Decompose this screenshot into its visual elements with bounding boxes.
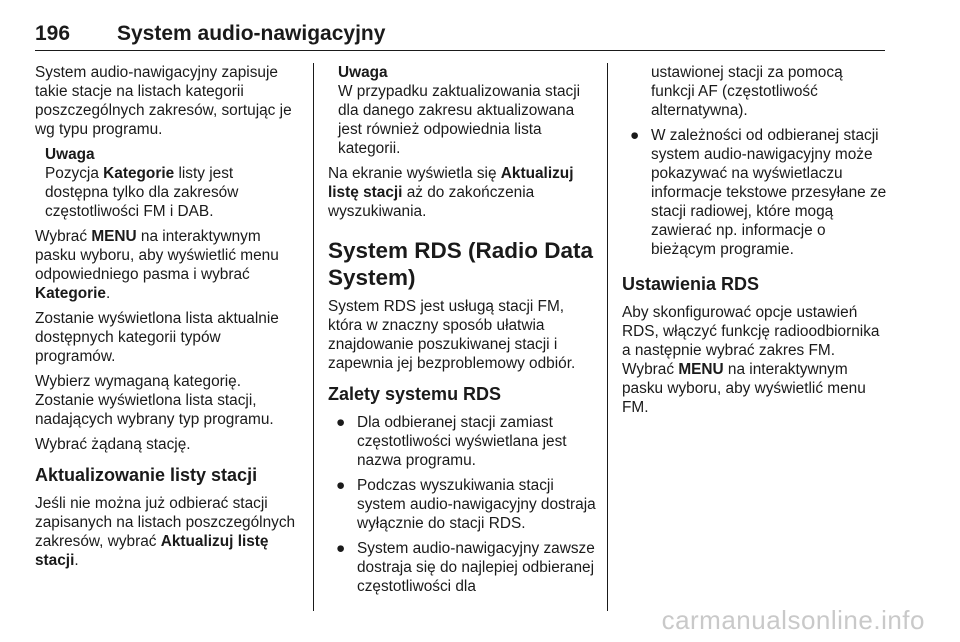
paragraph-choose-station: Wybrać żądaną stację.: [35, 436, 191, 453]
paragraph-rds-settings: Aby skonfigurować opcje ustawień RDS, włączyć funkcję radioodbiornika a następnie wybrać zakres FM. Wybrać MENU na interaktywnym pasku wyboru, aby wyświetlić menu FM.: [622, 304, 880, 416]
bullet-icon: ●: [630, 127, 640, 144]
paragraph-category-list: Zostanie wyświetlona lista aktualnie dostępnych kategorii typów programów.: [35, 310, 279, 365]
page-number: 196: [35, 22, 71, 45]
note-title: Uwaga: [338, 64, 388, 81]
paragraph-intro: System audio-nawigacyjny zapisuje takie stacje na listach kategorii poszczególnych zakresów, sortując je wg typu programu.: [35, 64, 292, 138]
column-divider-2: [607, 63, 608, 611]
heading-rds-settings: Ustawienia RDS: [622, 274, 760, 294]
note-text: W przypadku zaktualizowania stacji dla danego zakresu aktualizowana jest również odpowiednia lista kategorii.: [338, 83, 581, 157]
paragraph-rds-description: System RDS jest usługą stacji FM, która w znaczny sposób ułatwia znajdowanie poszukiwanej stacji i zapewnia jej bezproblemowy odbiór.: [328, 298, 576, 372]
rds-advantages-list: [328, 413, 596, 596]
list-item: ● System audio-nawigacyjny zawsze dostraja się do najlepiej odbieranej częstotliwości dla: [336, 540, 595, 595]
rds-advantages-list-continued: [622, 63, 890, 259]
note-update: [328, 63, 596, 158]
heading-rds-system: System RDS (Radio Data System): [328, 238, 594, 290]
bullet-icon: ●: [336, 540, 346, 557]
list-item: ● W zależności od odbieranej stacji system audio-nawigacyjny może pokazywać na wyświetlaczu informacje tekstowe przesyłane ze stacji radiowej, które mogą zawierać np. informacje o bieżącym programie.: [630, 127, 887, 258]
paragraph-choose-category: Wybierz wymaganą kategorię. Zostanie wyświetlona lista stacji, nadających wybrany typ programu.: [35, 373, 274, 428]
bullet-icon: ●: [336, 414, 346, 431]
paragraph-menu-instructions: Wybrać MENU na interaktywnym pasku wyboru, aby wyświetlić menu odpowiedniego pasma i wybrać Kategorie.: [35, 228, 279, 302]
column-divider-1: [313, 63, 314, 611]
paragraph-update-display: Na ekranie wyświetla się Aktualizuj listę stacji aż do zakończenia wyszukiwania.: [328, 165, 574, 220]
column-1: [35, 63, 297, 576]
heading-rds-advantages: Zalety systemu RDS: [328, 384, 502, 404]
list-item: ● Dla odbieranej stacji zamiast częstotliwości wyświetlana jest nazwa programu.: [336, 414, 567, 469]
column-2: [328, 63, 596, 602]
page-title: System audio-nawigacyjny: [117, 22, 386, 45]
list-item-continuation: ustawionej stacji za pomocą funkcji AF (częstotliwość alternatywna).: [651, 64, 843, 119]
column-3: [622, 63, 890, 423]
list-item: ● Podczas wyszukiwania stacji system audio-nawigacyjny dostraja wyłącznie do stacji RDS.: [336, 477, 596, 532]
note-categories: [35, 145, 297, 221]
page-header: [35, 22, 885, 51]
paragraph-update-list: Jeśli nie można już odbierać stacji zapisanych na listach poszczególnych zakresów, wybrać Aktualizuj listę stacji.: [35, 495, 296, 569]
bullet-icon: ●: [336, 477, 346, 494]
note-text: Pozycja Kategorie listy jest dostępna tylko dla zakresów częstotliwości FM i DAB.: [45, 165, 239, 220]
watermark: carmanualsonline.info: [661, 605, 925, 635]
note-title: Uwaga: [45, 146, 95, 163]
heading-update-list: Aktualizowanie listy stacji: [35, 465, 258, 485]
